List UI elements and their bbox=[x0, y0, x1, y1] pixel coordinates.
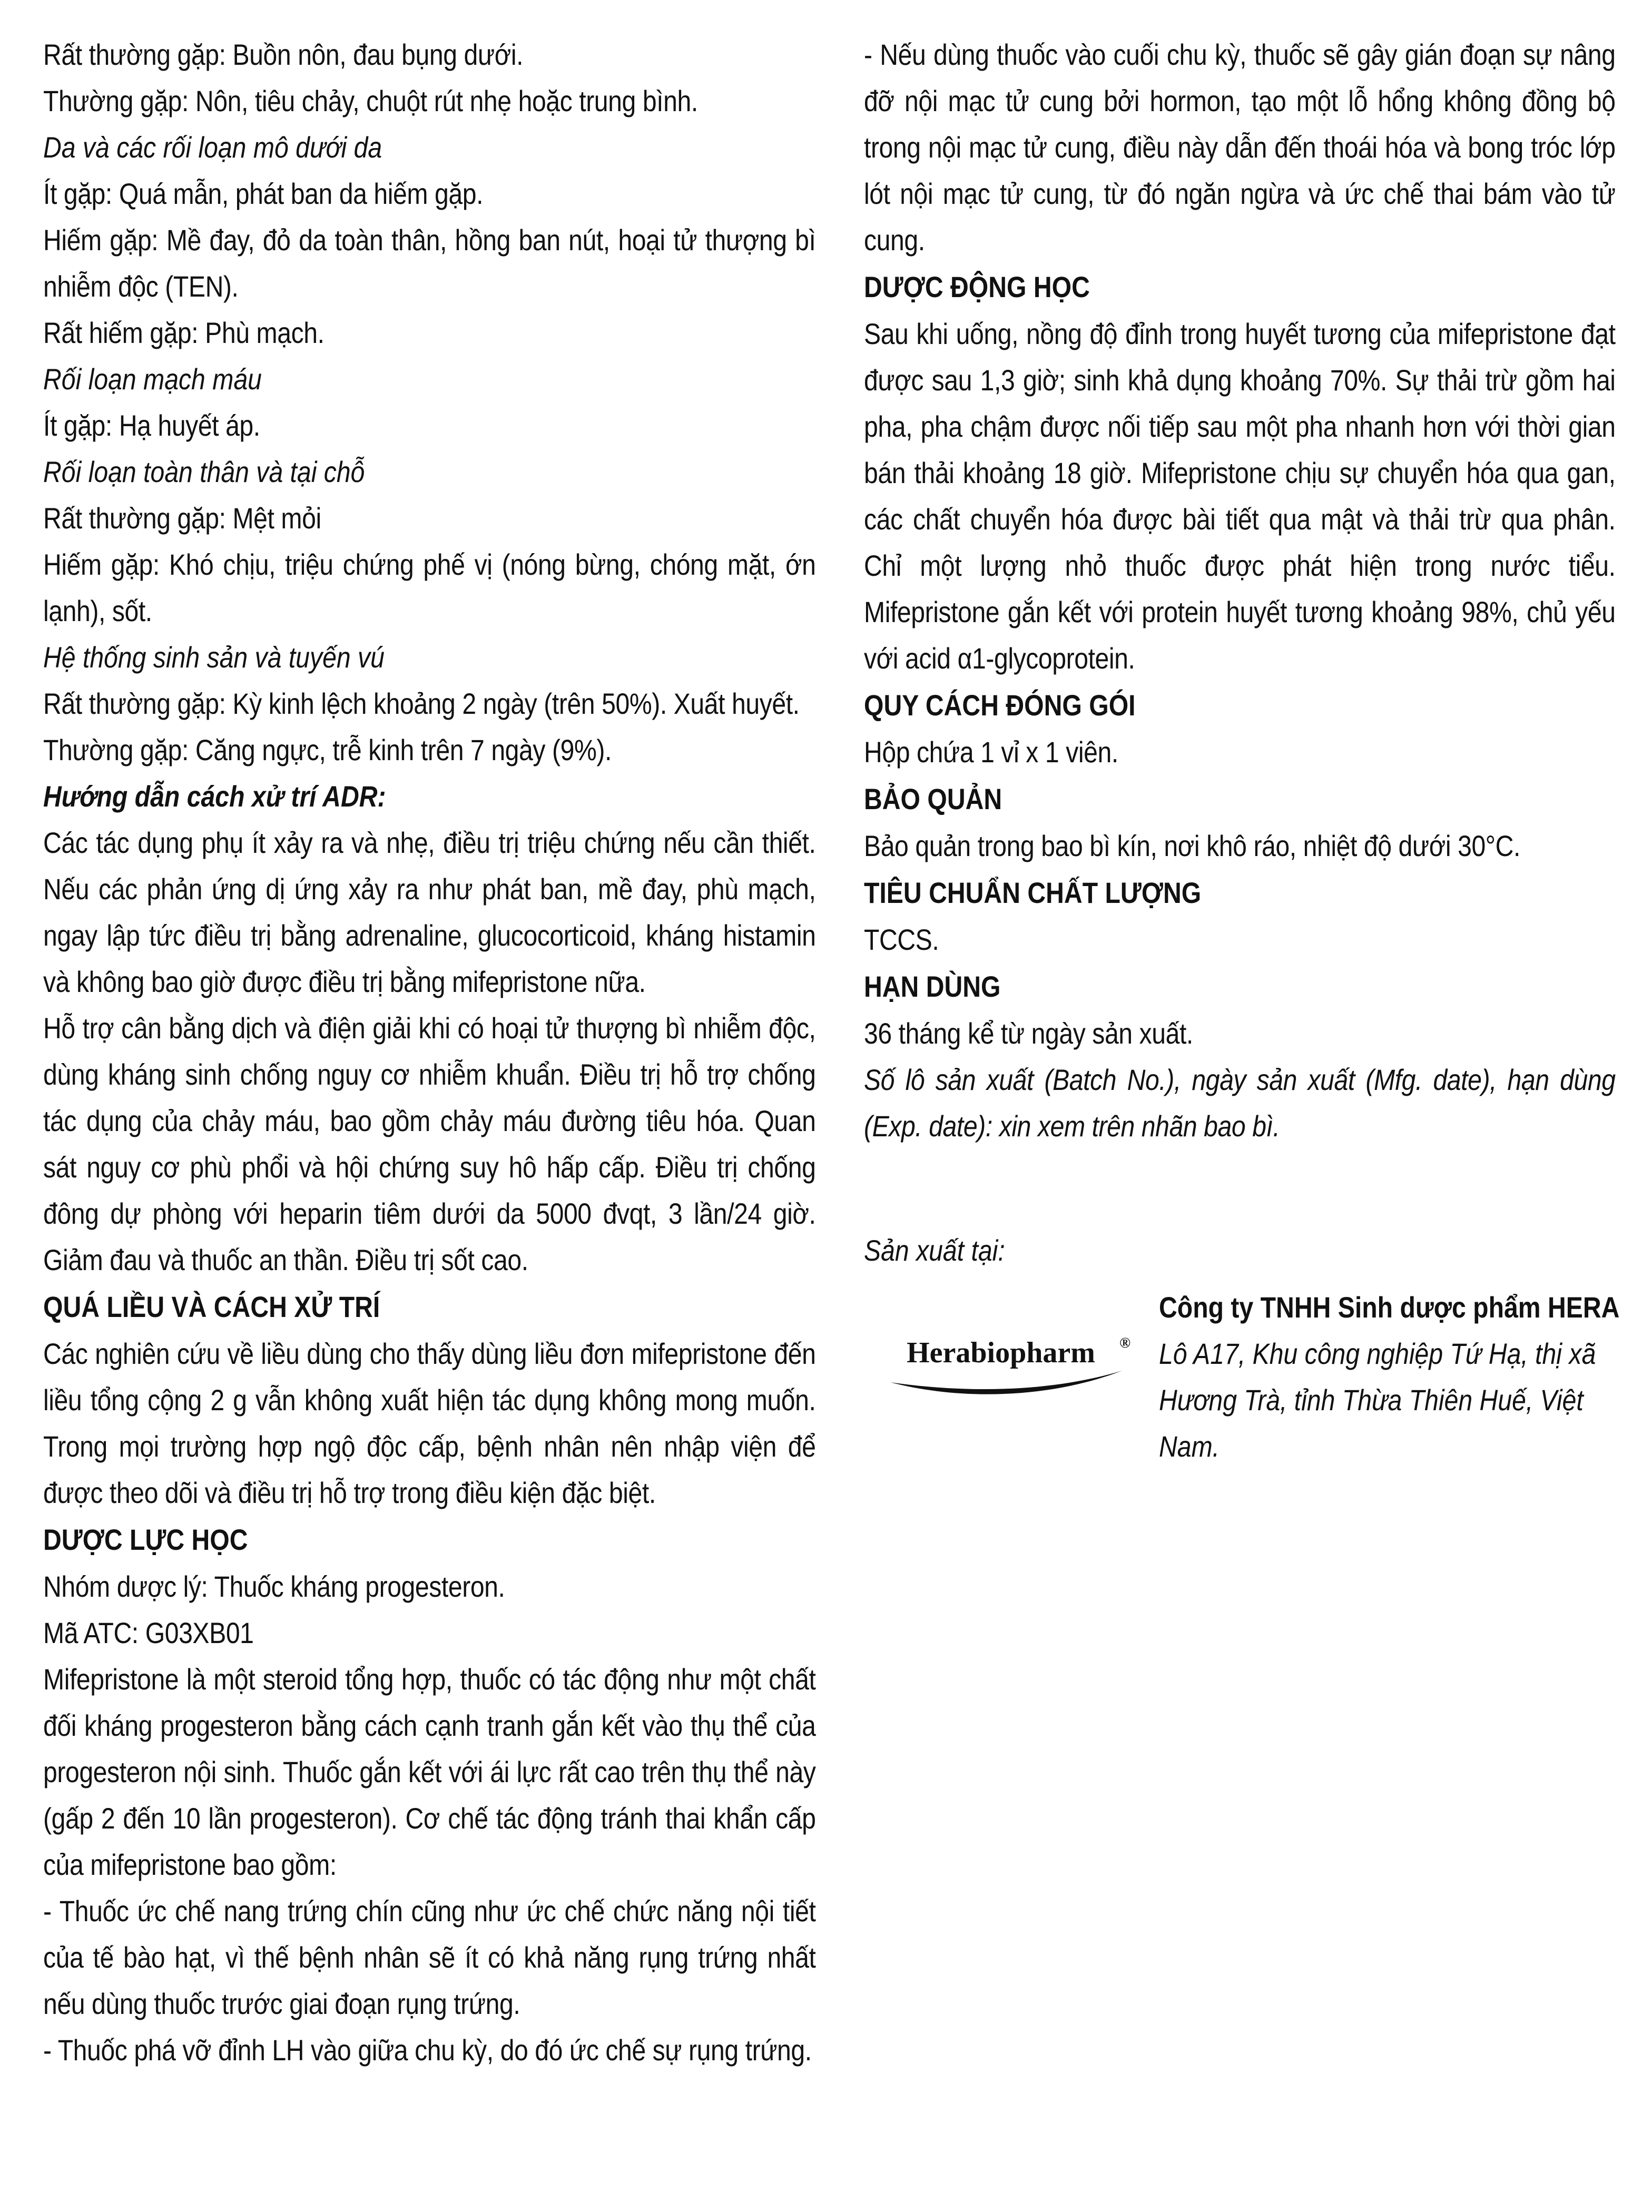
reproductive-common: Thường gặp: Căng ngực, trễ kinh trên 7 ngày (9%). bbox=[43, 733, 612, 766]
quality-standard-heading: TIÊU CHUẨN CHẤT LƯỢNG bbox=[864, 876, 1202, 909]
manufacturer-row bbox=[864, 1284, 1620, 1506]
mechanism-item-1: - Thuốc ức chế nang trứng chín cũng như ức chế chức năng nội tiết của tế bào hạt, vì thế bệnh nhân sẽ ít có khả năng rụng trứng nhất nếu dùng thuốc trước giai đoạn rụng trứng. bbox=[43, 1894, 816, 2020]
storage-text: Bảo quản trong bao bì kín, nơi khô ráo, nhiệt độ dưới 30°C. bbox=[864, 829, 1520, 862]
reproductive-heading: Hệ thống sinh sản và tuyến vú bbox=[43, 641, 385, 674]
right-column bbox=[864, 32, 1617, 1149]
expiry-heading: HẠN DÙNG bbox=[864, 970, 1001, 1003]
atc-code: Mã ATC: G03XB01 bbox=[43, 1616, 254, 1649]
pharmacodynamics-heading: DƯỢC LỰC HỌC bbox=[43, 1523, 248, 1556]
vascular-uncommon: Ít gặp: Hạ huyết áp. bbox=[43, 409, 260, 442]
made-at-label: Sản xuất tại: bbox=[864, 1234, 1005, 1267]
side-effect-very-common: Rất thường gặp: Buồn nôn, đau bụng dưới. bbox=[43, 38, 524, 71]
mechanism-item-2: - Thuốc phá vỡ đỉnh LH vào giữa chu kỳ, do đó ức chế sự rụng trứng. bbox=[43, 2033, 812, 2067]
overdose-heading: QUÁ LIỀU VÀ CÁCH XỬ TRÍ bbox=[43, 1290, 380, 1323]
registered-mark: ® bbox=[1119, 1335, 1130, 1351]
adr-paragraph-1: Các tác dụng phụ ít xảy ra và nhẹ, điều trị triệu chứng nếu cần thiết. Nếu các phản ứng dị ứng xảy ra như phát ban, mề đay, phù mạch, ngay lập tức điều trị bằng adrenaline, glucocorticoid, kháng histamin và không bao giờ được điều trị bằng mifepristone nữa. bbox=[43, 826, 816, 998]
skin-disorders-heading: Da và các rối loạn mô dưới da bbox=[43, 131, 382, 164]
logo-text: Herabiopharm bbox=[907, 1336, 1095, 1369]
company-address: Lô A17, Khu công nghiệp Tứ Hạ, thị xã Hương Trà, tỉnh Thừa Thiên Huế, Việt Nam. bbox=[1159, 1337, 1596, 1463]
storage-heading: BẢO QUẢN bbox=[864, 782, 1002, 815]
packaging-text: Hộp chứa 1 vỉ x 1 viên. bbox=[864, 735, 1118, 769]
general-disorders-heading: Rối loạn toàn thân và tại chỗ bbox=[43, 455, 365, 488]
overdose-paragraph: Các nghiên cứu về liều dùng cho thấy dùng liều đơn mifepristone đến liều tổng cộng 2 g vẫn không xuất hiện tác dụng không mong muốn. Trong mọi trường hợp ngộ độc cấp, bệnh nhân nên nhập viện để được theo dõi và điều trị hỗ trợ trong điều kiện đặc biệt. bbox=[43, 1337, 816, 1509]
mechanism-item-3: - Nếu dùng thuốc vào cuối chu kỳ, thuốc sẽ gây gián đoạn sự nâng đỡ nội mạc tử cung bởi hormon, tạo một lỗ hổng không đồng bộ trong nội mạc tử cung, điều này dẫn đến thoái hóa và bong tróc lớp lót nội mạc tử cung, từ đó ngăn ngừa và ức chế thai bám vào tử cung. bbox=[864, 38, 1616, 257]
vascular-disorders-heading: Rối loạn mạch máu bbox=[43, 362, 262, 396]
mechanism-paragraph: Mifepristone là một steroid tổng hợp, thuốc có tác động như một chất đối kháng progesteron bằng cách cạnh tranh gắn kết vào thụ thể của progesteron nội sinh. Thuốc gắn kết với ái lực rất cao trên thụ thể này (gấp 2 đến 10 lần progesteron). Cơ chế tác động tránh thai khẩn cấp của mifepristone bao gồm: bbox=[43, 1663, 816, 1881]
pharmacokinetics-paragraph: Sau khi uống, nồng độ đỉnh trong huyết tương của mifepristone đạt được sau 1,3 giờ; sinh khả dụng khoảng 70%. Sự thải trừ gồm hai pha, pha chậm được nối tiếp sau một pha nhanh hơn với thời gian bán thải khoảng 18 giờ. Mifepristone chịu sự chuyển hóa qua gan, các chất chuyển hóa được bài tiết qua mật và thải trừ qua phân. Chỉ một lượng nhỏ thuốc được phát hiện trong nước tiểu. Mifepristone gắn kết với protein huyết tương khoảng 98%, chủ yếu với acid α1-glycoprotein. bbox=[864, 317, 1616, 675]
skin-uncommon: Ít gặp: Quá mẫn, phát ban da hiếm gặp. bbox=[43, 177, 484, 210]
left-column bbox=[43, 32, 818, 2073]
packaging-heading: QUY CÁCH ĐÓNG GÓI bbox=[864, 689, 1136, 722]
pharmacokinetics-heading: DƯỢC ĐỘNG HỌC bbox=[864, 270, 1090, 303]
general-very-common: Rất thường gặp: Mệt mỏi bbox=[43, 502, 321, 535]
quality-standard-text: TCCS. bbox=[864, 923, 939, 956]
side-effect-common: Thường gặp: Nôn, tiêu chảy, chuột rút nhẹ hoặc trung bình. bbox=[43, 84, 698, 117]
skin-very-rare: Rất hiếm gặp: Phù mạch. bbox=[43, 316, 324, 349]
reproductive-very-common: Rất thường gặp: Kỳ kinh lệch khoảng 2 ngày (trên 50%). Xuất huyết. bbox=[43, 687, 800, 720]
skin-rare: Hiếm gặp: Mề đay, đỏ da toàn thân, hồng ban nút, hoại tử thượng bì nhiễm độc (TEN). bbox=[43, 223, 816, 303]
adr-guidance-heading: Hướng dẫn cách xử trí ADR: bbox=[43, 780, 386, 813]
herabiopharm-logo bbox=[874, 1332, 1130, 1400]
adr-paragraph-2: Hỗ trợ cân bằng dịch và điện giải khi có hoại tử thượng bì nhiễm độc, dùng kháng sinh chống nguy cơ nhiễm khuẩn. Điều trị hỗ trợ chống tác dụng của chảy máu, bao gồm chảy máu đường tiêu hóa. Quan sát nguy cơ phù phổi và hội chứng suy hô hấp cấp. Điều trị chống đông dự phòng với heparin tiêm dưới da 5000 đvqt, 3 lần/24 giờ. Giảm đau và thuốc an thần. Điều trị sốt cao. bbox=[43, 1011, 816, 1276]
manufacturer-block bbox=[864, 1227, 1620, 1506]
general-rare: Hiếm gặp: Khó chịu, triệu chứng phế vị (nóng bừng, chóng mặt, ớn lạnh), sốt. bbox=[43, 548, 816, 627]
company-name: Công ty TNHH Sinh dược phẩm HERA bbox=[1159, 1291, 1620, 1324]
expiry-text: 36 tháng kể từ ngày sản xuất. bbox=[864, 1017, 1193, 1050]
company-info bbox=[1159, 1284, 1622, 1470]
pharmacological-group: Nhóm dược lý: Thuốc kháng progesteron. bbox=[43, 1570, 505, 1603]
batch-info-text: Số lô sản xuất (Batch No.), ngày sản xuất (Mfg. date), hạn dùng (Exp. date): xin xem trên nhãn bao bì. bbox=[864, 1063, 1616, 1143]
